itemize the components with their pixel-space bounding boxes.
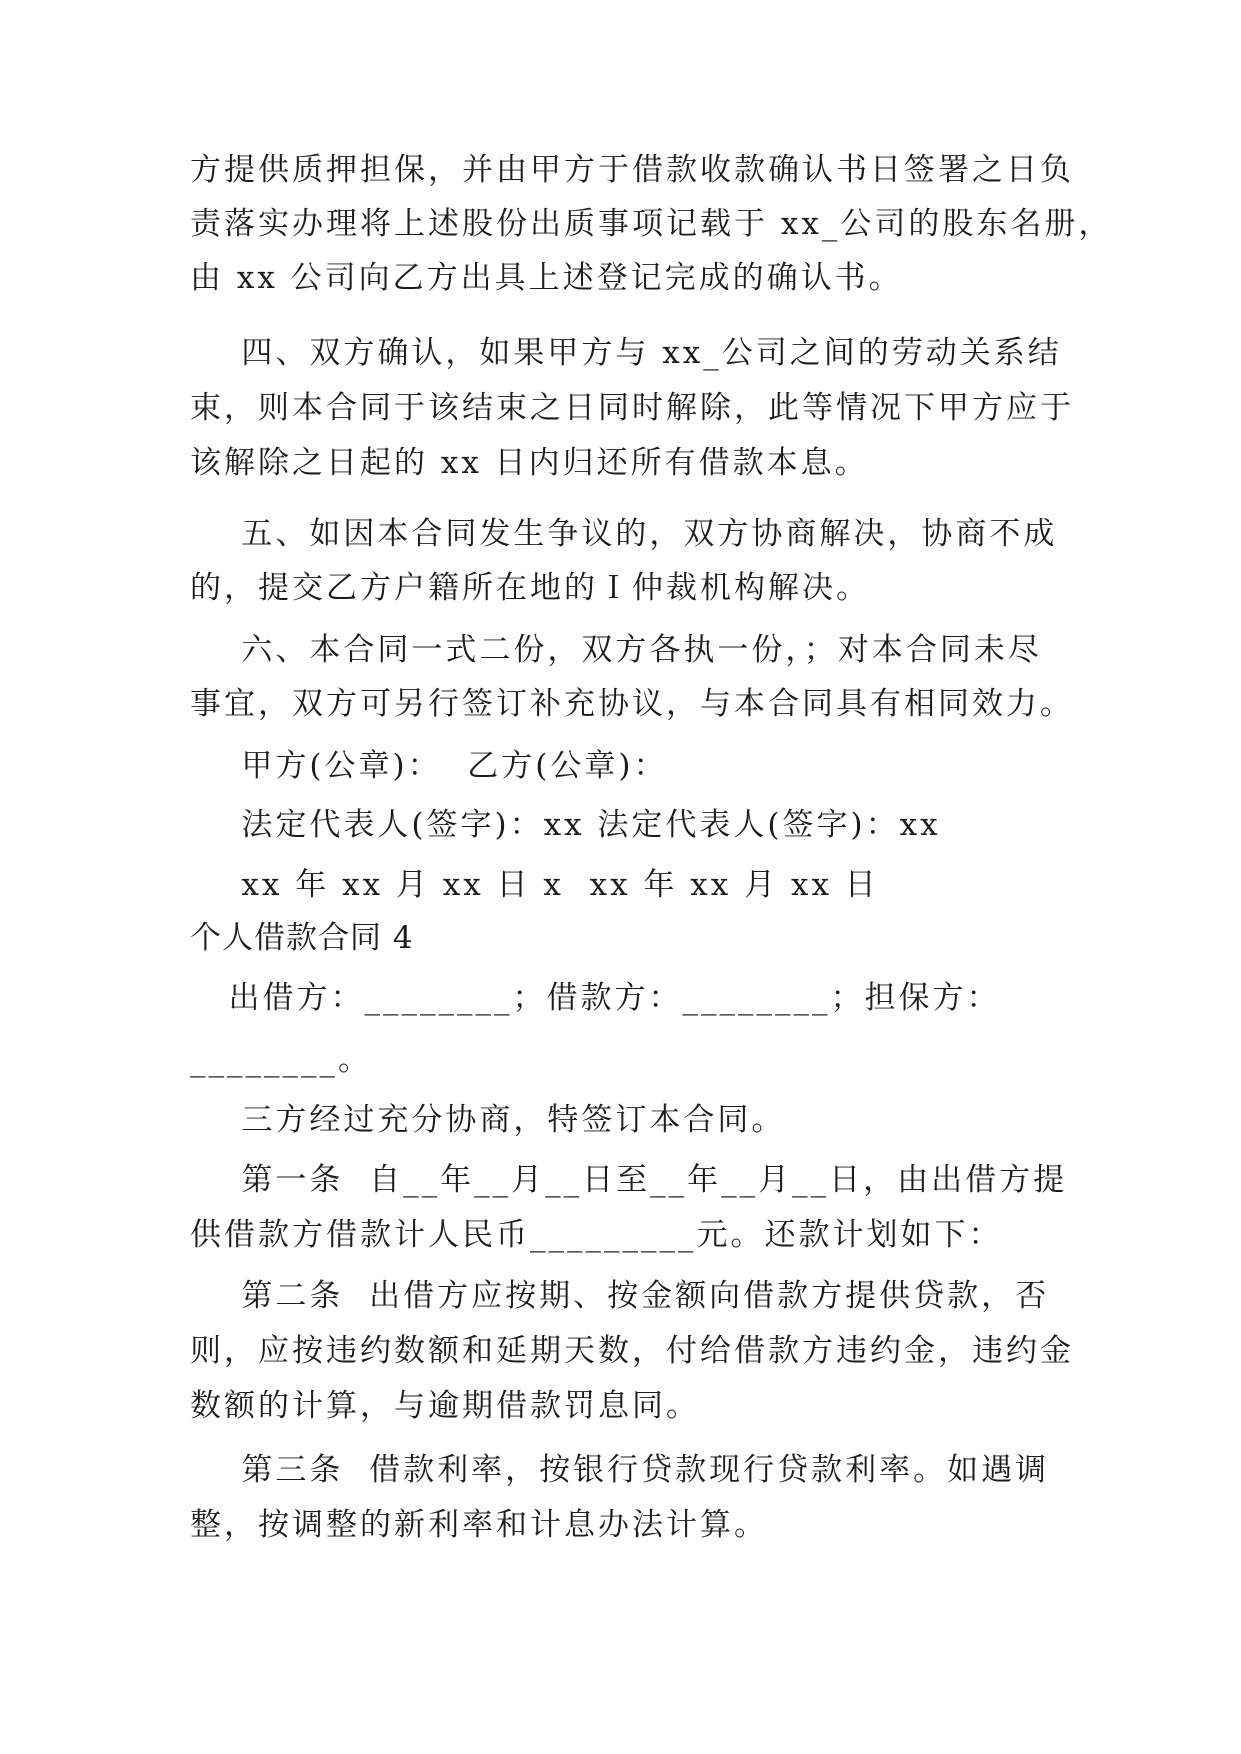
body-line: 出借方：________；借款方：________；担保方： [190, 980, 1001, 1016]
body-line: 法定代表人(签字)：xx 法定代表人(签字)：xx [190, 807, 941, 843]
body-line: 第三条 借款利率，按银行贷款现行贷款利率。如遇调 [190, 1452, 1050, 1488]
body-line: 的，提交乙方户籍所在地的Ｉ仲裁机构解决。 [190, 570, 870, 606]
body-line: 方提供质押担保，并由甲方于借款收款确认书日签署之日负 [190, 152, 1074, 188]
body-line: 束，则本合同于该结束之日同时解除，此等情况下甲方应于 [190, 390, 1074, 426]
body-line: ________。 [190, 1042, 372, 1078]
body-line: xx 年 xx 月 xx 日 x xx 年 xx 月 xx 日 [190, 867, 879, 903]
body-line: 六、本合同一式二份，双方各执一份，；对本合同未尽 [190, 632, 1042, 668]
body-line: 三方经过充分协商，特签订本合同。 [190, 1102, 786, 1138]
body-line: 则，应按违约数额和延期天数，付给借款方违约金，违约金 [190, 1333, 1074, 1369]
body-line: 四、双方确认，如果甲方与 xx_公司之间的劳动关系结 [190, 335, 1062, 371]
body-line: 事宜，双方可另行签订补充协议，与本合同具有相同效力。 [190, 686, 1074, 722]
body-line: 五、如因本合同发生争议的，双方协商解决，协商不成 [190, 516, 1058, 552]
body-line: 由 xx 公司向乙方出具上述登记完成的确认书。 [190, 260, 903, 296]
section-heading: 个人借款合同 4 [190, 920, 414, 956]
body-line: 甲方(公章)： 乙方(公章)： [190, 748, 668, 784]
body-line: 责落实办理将上述股份出质事项记载于 xx_公司的股东名册， [190, 206, 1113, 242]
body-line: 第二条 出借方应按期、按金额向借款方提供贷款，否 [190, 1278, 1050, 1314]
body-line: 第一条 自__年__月__日至__年__月__日，由出借方提 [190, 1162, 1068, 1198]
body-line: 供借款方借款计人民币_________元。还款计划如下： [190, 1217, 1003, 1253]
body-line: 该解除之日起的 xx 日内归还所有借款本息。 [190, 445, 869, 481]
body-line: 整，按调整的新利率和计息办法计算。 [190, 1507, 768, 1543]
body-line: 数额的计算，与逾期借款罚息同。 [190, 1388, 700, 1424]
